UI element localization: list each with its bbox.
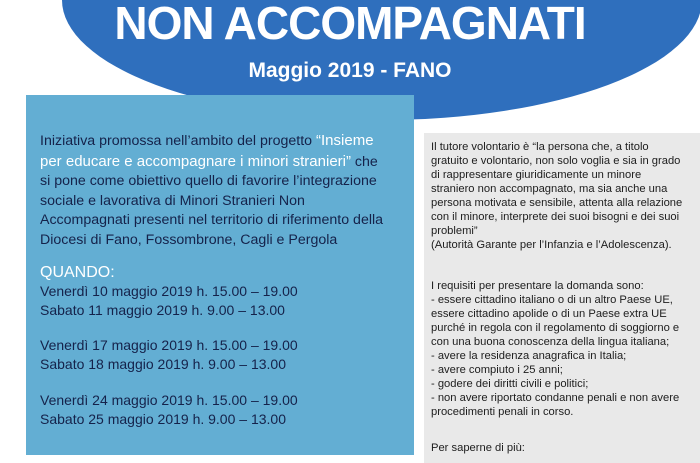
text-line: procedimenti penali in corso. [431, 406, 574, 418]
text-line: Il tutore volontario è “la persona che, a titolo [431, 141, 649, 153]
intro-before-text: Iniziativa promossa nell’ambito del progetto [40, 133, 317, 149]
tutor-definition [431, 140, 699, 252]
text-line: problemi” [431, 225, 478, 237]
schedule-date: Venerdì 17 maggio 2019 h. 15.00 – 19.00 [40, 337, 298, 353]
intro-after-text: che si pone come obiettivo quello di favorire l’integrazione sociale e lavorativa di Minori Stranieri Non Accompagnati presenti nel territorio di riferimento della Diocesi di Fano, Fossombrone, Cagli e Pergola [40, 153, 384, 248]
project-name-highlight: “Insieme per educare e accompagnare i minori stranieri” [40, 132, 374, 170]
text-line: con una buona conoscenza della lingua italiana; [431, 336, 670, 348]
schedule-group-1 [40, 282, 400, 320]
schedule-date: Sabato 11 maggio 2019 h. 9.00 – 13.00 [40, 302, 285, 318]
page-title: NON ACCOMPAGNATI [114, 0, 586, 49]
text-line: I requisiti per presentare la domanda sono: [431, 280, 644, 292]
text-line: straniero non accompagnato, ma sia anche una [431, 183, 668, 195]
text-line: con il minore, interprete dei suoi bisogni e dei suoi [431, 211, 680, 223]
text-line: - avere compiuto i 25 anni; [431, 364, 563, 376]
schedule-date: Venerdì 10 maggio 2019 h. 15.00 – 19.00 [40, 283, 298, 299]
text-line: gratuito e volontario, non solo voglia e sia in grado [431, 155, 681, 167]
text-line: - essere cittadino italiano o di un altro Paese UE, [431, 294, 673, 306]
text-line: di rappresentare giuridicamente un minore [431, 169, 642, 181]
text-line: - godere dei diritti civili e politici; [431, 378, 589, 390]
requirements-list [431, 279, 699, 419]
text-line: purché in regola con il regolamento di soggiorno e [431, 322, 680, 334]
schedule-date: Sabato 25 maggio 2019 h. 9.00 – 13.00 [40, 411, 286, 427]
schedule-heading: QUANDO: [40, 264, 115, 281]
text-line: - non avere riportato condanne penali e non avere [431, 392, 680, 404]
text-line: persona motivata e sensibile, attenta alla relazione [431, 197, 683, 209]
schedule-date: Venerdì 24 maggio 2019 h. 15.00 – 19.00 [40, 392, 298, 408]
schedule-group-3 [40, 391, 400, 429]
schedule-date: Sabato 18 maggio 2019 h. 9.00 – 13.00 [40, 356, 286, 372]
text-line: essere cittadino apolide o di un Paese extra UE [431, 308, 667, 320]
text-line: (Autorità Garante per l’Infanzia e l’Adolescenza). [431, 239, 672, 251]
schedule-group-2 [40, 336, 400, 374]
more-info-label: Per saperne di più: [431, 442, 525, 454]
page-subtitle: Maggio 2019 - FANO [248, 59, 452, 82]
text-line: - avere la residenza anagrafica in Italia; [431, 350, 627, 362]
intro-paragraph [40, 131, 390, 250]
